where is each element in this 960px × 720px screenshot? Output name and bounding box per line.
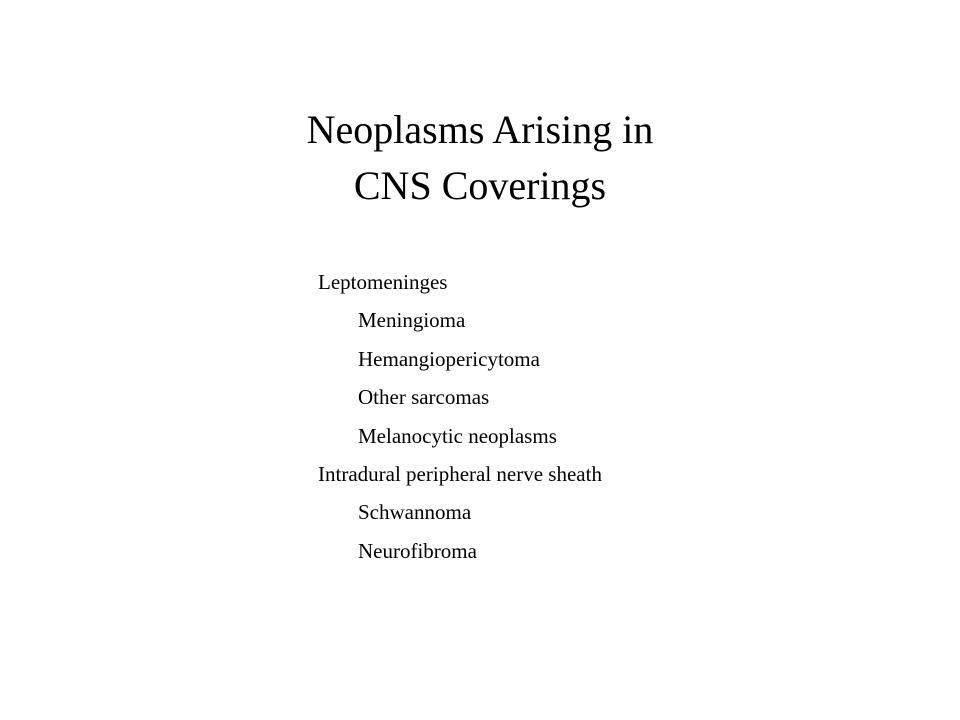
slide-title (0, 102, 960, 214)
list-item-melanocytic-neoplasms: Melanocytic neoplasms (358, 423, 557, 448)
slide-title-line-2: CNS Coverings (353, 163, 607, 208)
list-item-schwannoma: Schwannoma (358, 500, 472, 525)
slide-title-line-1: Neoplasms Arising in (306, 107, 654, 152)
list-item-other-sarcomas: Other sarcomas (358, 385, 490, 410)
list-item-hemangiopericytoma: Hemangiopericytoma (358, 346, 540, 371)
list-item-neurofibroma: Neurofibroma (358, 538, 477, 563)
section-heading-leptomeninges: Leptomeninges (318, 270, 448, 294)
topic-outline (318, 263, 602, 570)
list-item-meningioma: Meningioma (358, 308, 466, 333)
section-heading-nerve-sheath: Intradural peripheral nerve sheath (318, 462, 602, 487)
